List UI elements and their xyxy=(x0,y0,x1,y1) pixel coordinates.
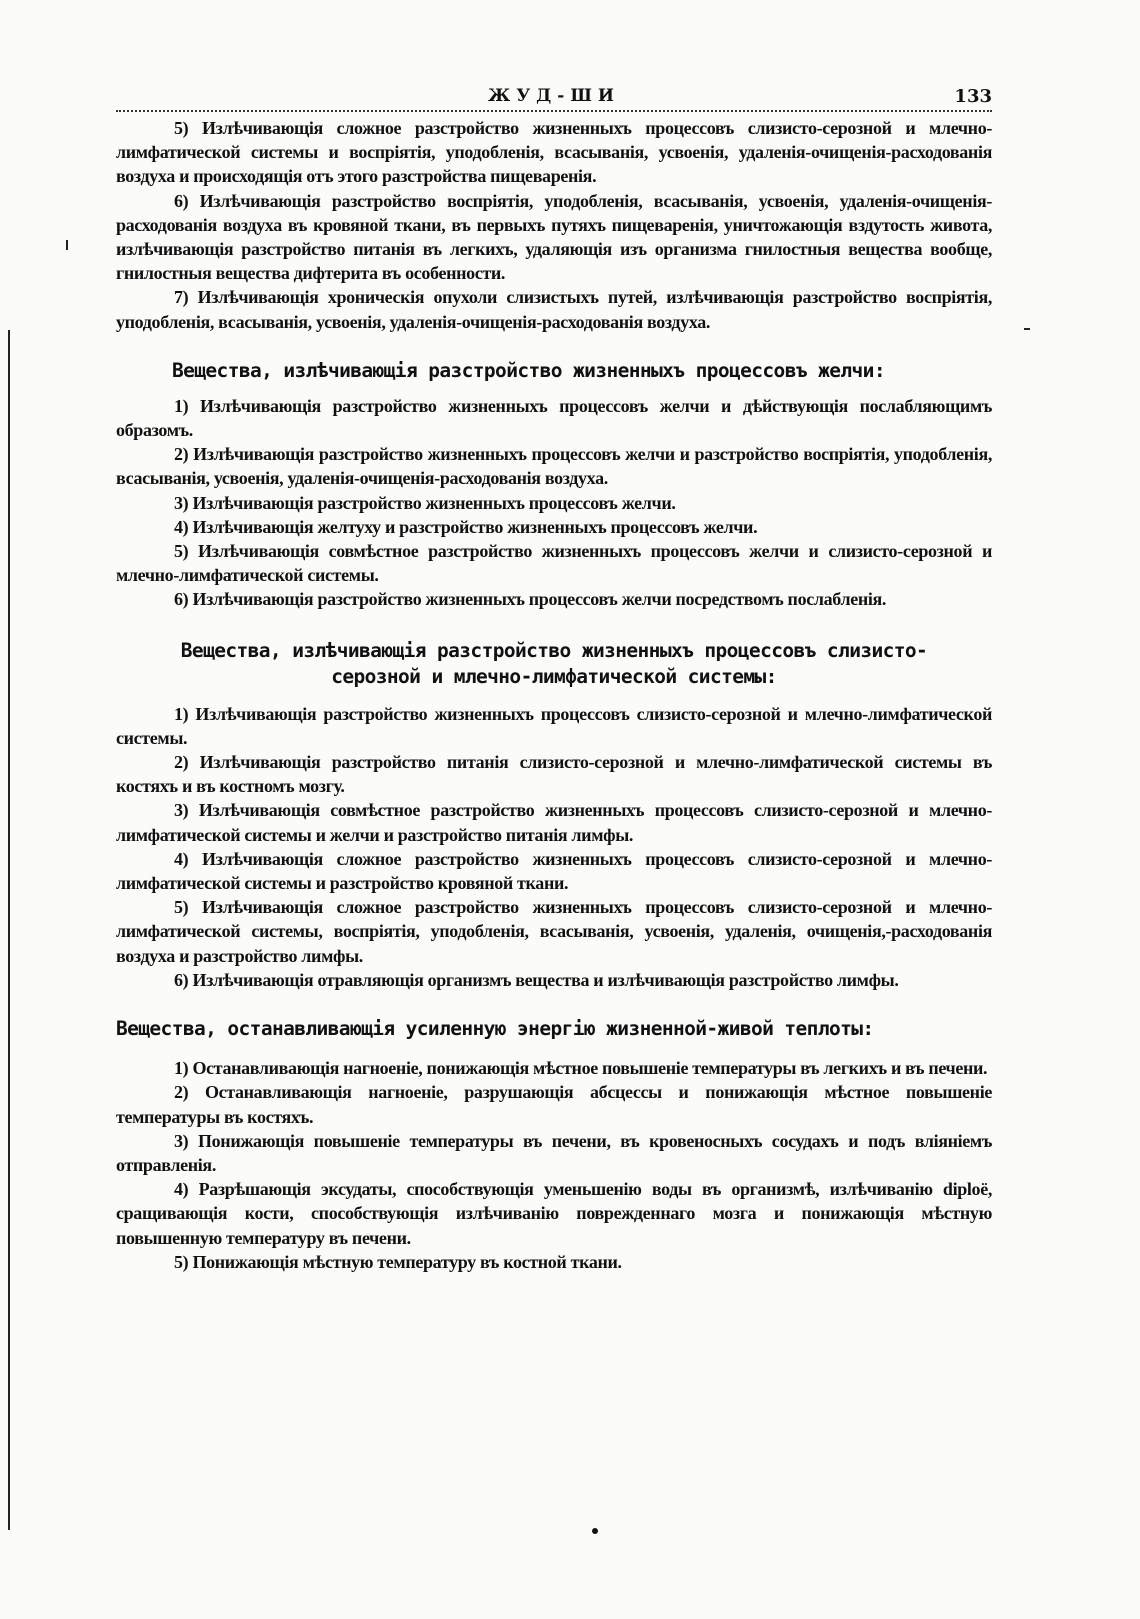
list-item: 5) Излѣчивающія сложное разстройство жизненныхъ процессовъ слизисто-серозной и млечно-лимфатической системы, воспріятія, уподобленія, всасыванія, усвоенія, удаленія, очищенія,-расходованія воздуха и разстройство лимфы. xyxy=(116,897,992,966)
list-item: 5) Понижающія мѣстную температуру въ костной ткани. xyxy=(174,1251,622,1272)
list-item: 4) Разрѣшающія эксудаты, способствующія уменьшенію воды въ организмѣ, излѣчиванію diploë, сращивающія кости, способствующія излѣчиванію поврежденнаго мозга и понижающія мѣстную повышенную температуру въ печени. xyxy=(116,1179,992,1248)
list-item: 1) Излѣчивающія разстройство жизненныхъ процессовъ слизисто-серозной и млечно-лимфатической системы. xyxy=(116,703,992,748)
section-heading-line: Вещества, излѣчивающія разстройство жизненныхъ процессовъ слизисто- xyxy=(180,638,928,662)
page-number: 133 xyxy=(954,86,992,107)
section-heading xyxy=(116,638,992,690)
section-continued-list xyxy=(116,116,992,334)
running-head: ЖУД-ШИ xyxy=(488,86,620,106)
list-item: 3) Понижающія повышеніе температуры въ печени, въ кровеносныхъ сосудахъ и подъ вліяніемъ отправленія. xyxy=(116,1130,992,1175)
list-item: 6) Излѣчивающія разстройство воспріятія, уподобленія, всасыванія, усвоенія, удаленія-очищенія-расходованія воздуха въ кровяной ткани, въ первыхъ путяхъ пищеваренія, уничтожающія вздутость живота, излѣчивающія разстройство питанія въ легкихъ, удаляющія изъ организма гнилостныя вещества вообще, гнилостныя вещества дифтерита въ особенности. xyxy=(116,190,992,284)
ink-speck xyxy=(1024,328,1030,330)
list-item: 1) Излѣчивающія разстройство жизненныхъ процессовъ желчи и дѣйствующія послабляющимъ образомъ. xyxy=(116,395,992,441)
section-heading: Вещества, излѣчивающія разстройство жизненныхъ процессовъ желчи: xyxy=(172,358,885,382)
section-bile xyxy=(116,358,992,612)
list-item: 6) Излѣчивающія отравляющія организмъ вещества и излѣчивающія разстройство лимфы. xyxy=(174,969,899,990)
section-mucous-lymph xyxy=(116,638,992,992)
list-item: 2) Излѣчивающія разстройство питанія слизисто-серозной и млечно-лимфатической системы въ костяхъ и въ костномъ мозгу. xyxy=(116,752,992,797)
section-heat xyxy=(116,1016,992,1274)
binding-edge-line xyxy=(8,330,10,1530)
list-item: 4) Излѣчивающія сложное разстройство жизненныхъ процессовъ слизисто-серозной и млечно-лимфатической системы и разстройство кровяной ткани. xyxy=(116,848,992,894)
list-item: 1) Останавливающія нагноеніе, понижающія мѣстное повышеніе температуры въ легкихъ и въ печени. xyxy=(174,1058,988,1079)
ink-dot xyxy=(592,1528,598,1534)
list-item: 2) Останавливающія нагноеніе, разрушающія абсцессы и понижающія мѣстное повышеніе температуры въ костяхъ. xyxy=(116,1082,992,1127)
list-item: 3) Излѣчивающія совмѣстное разстройство жизненныхъ процессовъ слизисто-серозной и млечно-лимфатической системы и желчи и разстройство питанія лимфы. xyxy=(116,800,992,845)
page-header xyxy=(116,84,992,112)
list-item: 5) Излѣчивающія сложное разстройство жизненныхъ процессовъ слизисто-серозной и млечно-лимфатической системы и воспріятія, уподобленія, всасыванія, усвоенія, удаленія-очищенія-расходованія воздуха и происходящія отъ этого разстройства пищеваренія. xyxy=(116,118,992,187)
list-item: 3) Излѣчивающія разстройство жизненныхъ процессовъ желчи. xyxy=(174,492,676,513)
list-item: 2) Излѣчивающія разстройство жизненныхъ процессовъ желчи и разстройство воспріятія, уподобленія, всасыванія, усвоенія, удаленія-очищенія-расходованія воздуха. xyxy=(116,444,992,489)
list-item: 7) Излѣчивающія хроническія опухоли слизистыхъ путей, излѣчивающія разстройство воспріятія, уподобленія, всасыванія, усвоенія, удаленія-очищенія-расходованія воздуха. xyxy=(116,287,992,332)
list-item: 6) Излѣчивающія разстройство жизненныхъ процессовъ желчи посредствомъ послабленія. xyxy=(174,589,887,610)
ink-speck xyxy=(66,240,68,250)
list-item: 4) Излѣчивающія желтуху и разстройство жизненныхъ процессовъ желчи. xyxy=(174,516,758,537)
list-item: 5) Излѣчивающія совмѣстное разстройство жизненныхъ процессовъ желчи и слизисто-серозной и млечно-лимфатической системы. xyxy=(116,541,992,586)
book-page xyxy=(116,84,992,1274)
section-heading: Вещества, останавливающія усиленную энергію жизненной-живой теплоты: xyxy=(116,1017,874,1041)
section-heading-line: серозной и млечно-лимфатической системы: xyxy=(331,664,777,688)
